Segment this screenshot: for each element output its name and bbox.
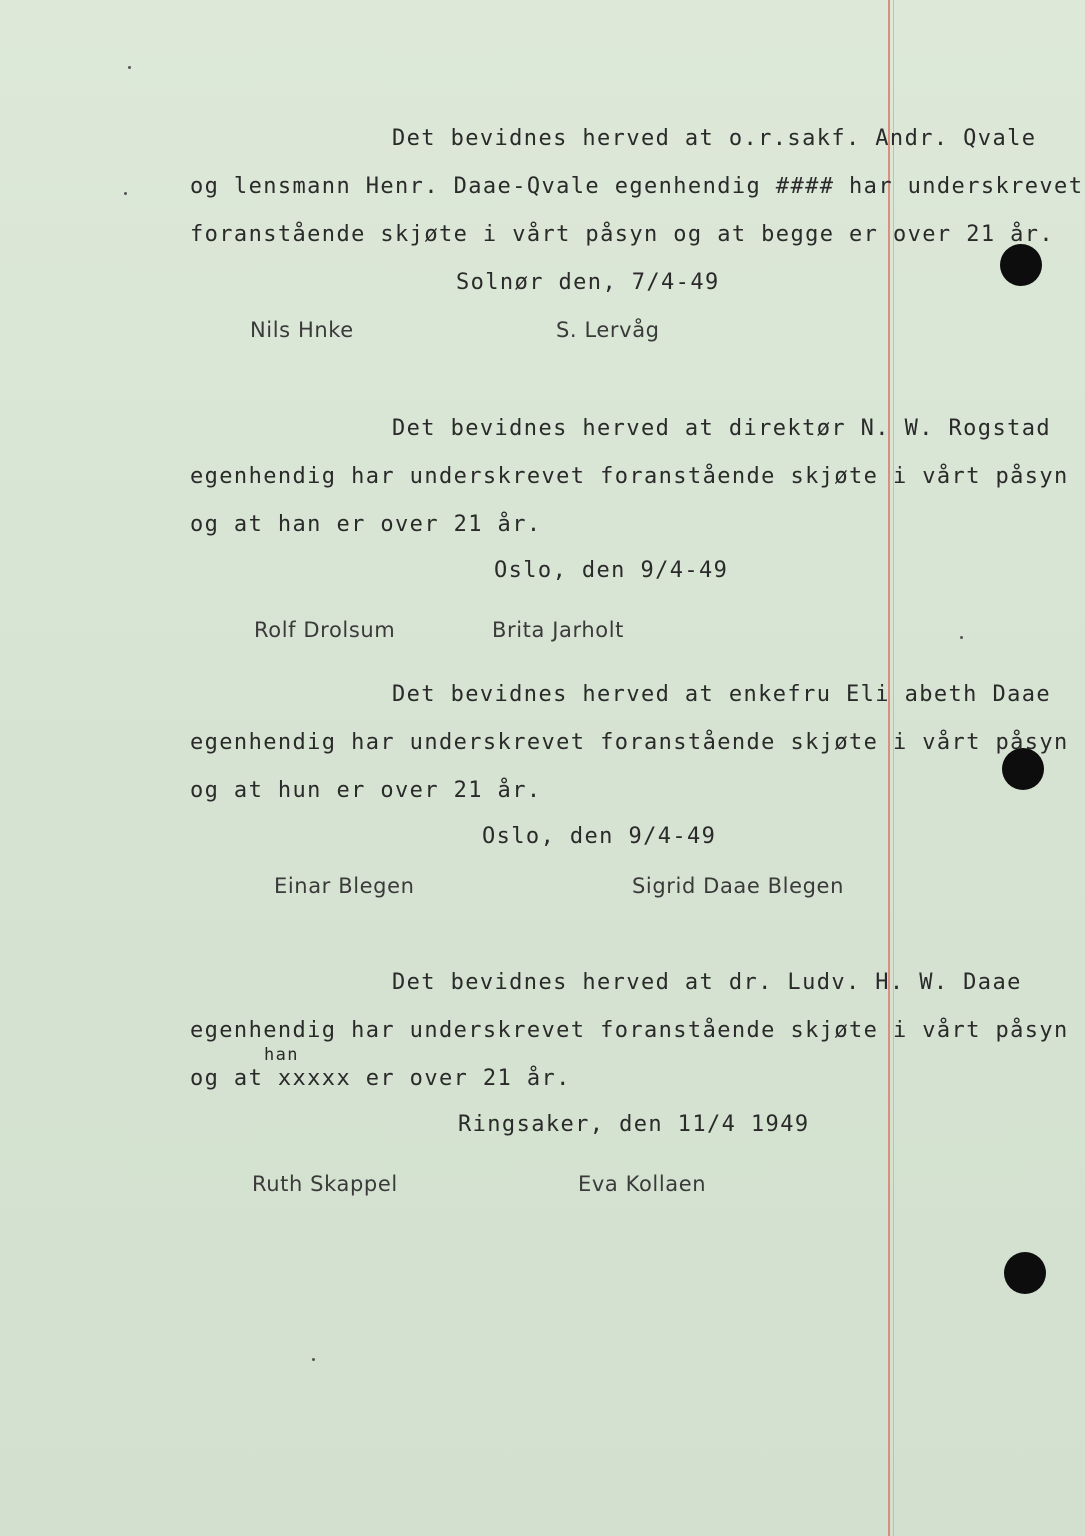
witness-signature: Nils Hnke — [250, 318, 354, 342]
attestation-line: egenhendig har underskrevet foranstående skjøte i vårt påsyn — [190, 1018, 1069, 1043]
attestation-line: og at hun er over 21 år. — [190, 778, 542, 803]
attestation-line: og lensmann Henr. Daae-Qvale egenhendig #### har underskrevet — [190, 174, 1084, 199]
place-date: Oslo, den 9/4-49 — [494, 558, 729, 583]
witness-signature: Einar Blegen — [274, 874, 415, 898]
witness-signature: S. Lervåg — [556, 318, 660, 342]
speck — [312, 1358, 315, 1361]
witness-signature: Brita Jarholt — [492, 618, 625, 642]
attestation-line: og at xxxxx er over 21 år. — [190, 1066, 571, 1091]
attestation-line: og at han er over 21 år. — [190, 512, 542, 537]
place-date: Oslo, den 9/4-49 — [482, 824, 717, 849]
attestation-line: Det bevidnes herved at dr. Ludv. H. W. Daae — [392, 970, 1022, 995]
speck — [960, 636, 963, 639]
speck — [128, 66, 131, 69]
handwritten-correction: han — [264, 1045, 299, 1065]
witness-signature: Sigrid Daae Blegen — [632, 874, 844, 898]
attestation-line: Det bevidnes herved at enkefru Eli abeth Daae — [392, 682, 1052, 707]
witness-signature: Rolf Drolsum — [254, 618, 396, 642]
punch-hole — [1004, 1252, 1046, 1294]
place-date: Ringsaker, den 11/4 1949 — [458, 1112, 810, 1137]
place-date: Solnør den, 7/4-49 — [456, 270, 720, 295]
attestation-line: foranstående skjøte i vårt påsyn og at begge er over 21 år. — [190, 222, 1055, 247]
attestation-line: Det bevidnes herved at o.r.sakf. Andr. Qvale — [392, 126, 1037, 151]
speck — [124, 192, 127, 195]
punch-hole — [1000, 244, 1042, 286]
witness-signature: Ruth Skappel — [252, 1172, 398, 1196]
attestation-line: Det bevidnes herved at direktør N. W. Rogstad — [392, 416, 1052, 441]
witness-signature: Eva Kollaen — [578, 1172, 707, 1196]
attestation-line: egenhendig har underskrevet foranstående skjøte i vårt påsyn — [190, 730, 1069, 755]
attestation-line: egenhendig har underskrevet foranstående skjøte i vårt påsyn — [190, 464, 1069, 489]
